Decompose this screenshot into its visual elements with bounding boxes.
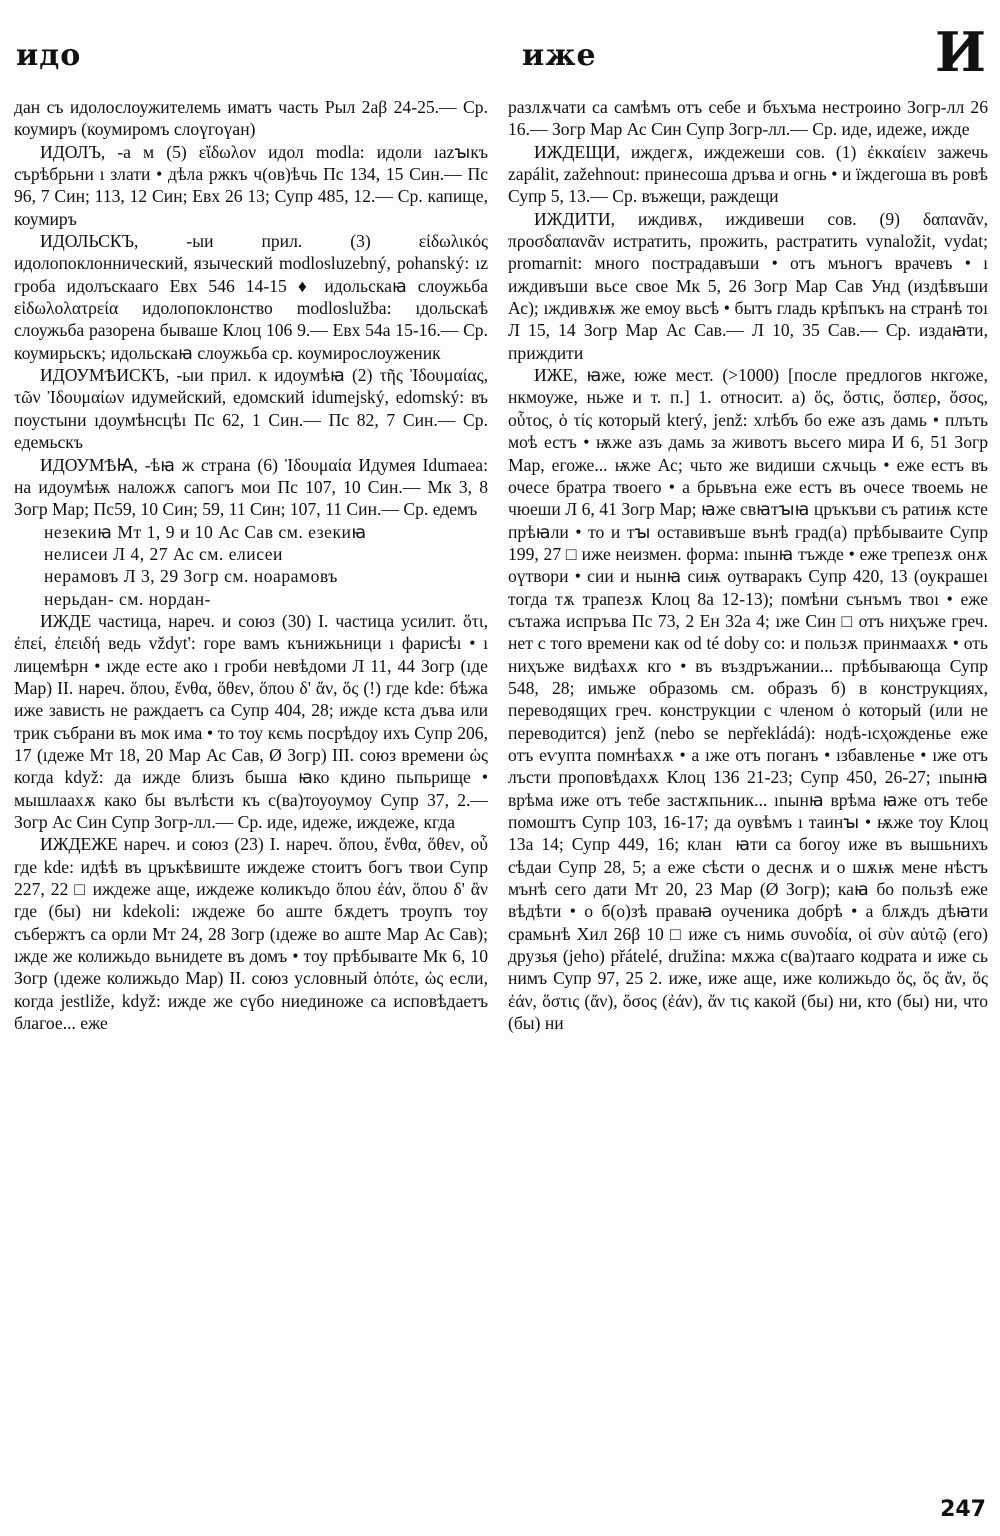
header-left-word: идо <box>16 38 82 73</box>
dictionary-entry: ИДОУМѢИСКЪ, -ыи прил. к идоумѣꙗ (2) τῆς Ἰδουμαίας, τῶν Ἰδουμαίων идумейский, едомский idumejský, edomský: въ поустыни ıдоумѣнсцѣı Пс 62, 1 Син.— Пс 82, 7 Син.— Ср. едемьскъ <box>14 365 488 453</box>
dictionary-entry: ИЖЕ, ꙗже, юже мест. (>1000) [после предлогов нкгоже, нкмоуже, ньже и т. п.] 1. относит. а) ὅς, ὅστις, ὅσπερ, ὅσος, οὗτος, ὁ τίς который který, jenž: хлѣбъ бо еже азъ дамь • плъть моѣ естъ • ѭже азъ дамь за животъ вьсего мира И 6, 51 Зогр Мар, егоже... ѭже Ас; чьто же видиши сѫчьць • еже естъ въ очесе братра твоего • а брьвъна еже естъ въ очесе твоемь не чюеши Л 6, 41 Зогр Мар; ꙗже свꙗтꙑꙗ цръкъви съ ратиѭ кстe прѣꙗли • то и тꙑ оставивъше вънѣ град(а) прѣбываите Супр 199, 27 □ иже неизмен. форма: ınынꙗ тъжде • еже трепезѫ онѫ оүтвори • сии и нынꙗ сиѭ оутваракъ Супр 420, 13 (оукрашеı тогда тѫ трапезѫ Клоц 8а 12-13); помѣни сънъмъ твоı • еже сътажа испръва Пс 73, 2 Ен 32а 4; ıже Син □ отъ ниҳъже греч. нет с того времени как od té doby co: и пользѫ принмаахѫ • оть ниҳъже видѣахѫ кго • въ въздръжании... прѣбывающа Супр 548, 28; имьже образомь см. образъ б) в конструкциях, переводящих греч. конструкции с членом ὁ который (или не переводится) jenž (nebo se nepřekládá): нодѣ-ıсҳожденье еже отъ еѵупта помнѣахѫ • а ıже отъ поганъ • ıзбавленье • ıже отъ лъсти проповѣдахѫ Клоц 136 21-23; Супр 450, 26-27; ınынꙗ врѣма иже отъ тебе застѫпьник... ınынꙗ врѣма ꙗже отъ тебе помоштъ Супр 103, 16-17; да оувѣмъ ı таинꙑ • ѭже тоу Клоц 13а 14; Супр 449, 16; клан꙼ꙗти са богоу иже въ вышьнихъ сѣдаи Супр 28, 5; а еже сѣсти о деснѫ и о шѫѭ мене нѣстъ мънѣ сего дати Мт 20, 23 Мар (Ø Зогр); каꙗ бо пользѣ еже вѣдѣти • о б(о)зѣ праваꙗ оученика добрѣ • а блѫдъ дѣꙗти срамьнѣ Хил 26β 10 □ иже съ нимь συνοδία, οἱ σὺν αὐτῷ (его) друзья (jeho) přátelé, družina: мѫжа с(ва)тааго кодрата и иже сь нимъ Супр 97, 25 2. иже, иже аще, иже колижьдо ὅς, ὅς ἄν, ὅς ἐάν, ὅστις (ἄν), ὅσος (ἐάν), ἄν τις какой (бы) ни, кто (бы) ни, что (бы) ни <box>508 365 988 1034</box>
header-letter: И <box>934 20 986 84</box>
dictionary-entry: ИДОУМѢꙖ, -ѣꙗ ж страна (6) Ἰδουμαία Идумея Idumaea: на идоумѣѭ наложѫ сапогъ мои Пс 107, 10 Син.— Мк 3, 8 Зогр Мар; Пс59, 10 Син; 59, 11 Син; 107, 11 Син.— Ср. едемъ <box>14 454 488 520</box>
left-column <box>14 96 488 1496</box>
dictionary-entry: дан съ идолослоужителемь иматъ часть Рыл 2аβ 24-25.— Ср. коумиръ (коумиромъ слоүгоүан) <box>14 97 488 140</box>
dictionary-entry: ИЖДИТИ, иждивѫ, иждивеши сов. (9) δαπανᾶν, προσδαπανᾶν истратить, прожить, растратить vynaložit, vydat; promarnit: много пострадавъши • отъ мъногъ врачевъ • ı иждивъши вьсе свое Мк 5, 26 Зогр Мар Сав Унд (издѣвъши Ас); ıждивѫѭ же емоу вьсѣ • бытъ гладь крѣпъкъ на странѣ тоı Л 15, 14 Зогр Мар Ас Сав.— Л 10, 35 Сав.— Ср. издаꙗти, приждити <box>508 208 988 363</box>
header-center-word: иже <box>522 38 597 73</box>
dictionary-entry: незекиꙗ Мт 1, 9 и 10 Ас Сав см. езекиꙗ <box>44 521 367 542</box>
dictionary-entry: ИЖДЕЖЕ нареч. и союз (23) I. нареч. ὅπου, ἔνθα, ὅθεν, οὗ где kde: идѣѣ въ цръкѣвиште иждеже стоитъ богъ твои Супр 227, 22 □ иждеже аще, иждеже коликъдо ὅπου ἐάν, ὅπου δ' ἂν где (бы) ни kdekoli: ıждеже бо аште бѫдетъ троупъ тоу събержтъ са орли Мт 24, 28 Зогр (ıдеже во аште Мар Ас Сав); ıжде же колижьдо вьнидете въ домъ • тоу прѣбываıте Мк 6, 10 Зогр (ıдеже колижьдо Мар) II. союз условный ὁπότε, ὡς если, когда jestliže, když: ижде же сүбо ниединоже са исповѣдаетъ благое... еже <box>14 834 488 1034</box>
page-number: 247 <box>940 1497 986 1522</box>
dictionary-entry: нерамовъ Л 3, 29 Зогр см. ноарамовъ <box>44 566 338 587</box>
dictionary-entry: разлѫчати са самѣмъ отъ себе и бъхъма нестроино Зогр-лл 26 16.— Зогр Мар Ас Син Супр Зогр-лл.— Ср. иде, идеже, ижде <box>508 97 988 140</box>
dictionary-entry: нерьдан- см. нордан- <box>44 588 212 609</box>
dictionary-entry: нелисеи Л 4, 27 Ас см. елисеи <box>44 543 283 564</box>
dictionary-entry: ИЖДЕ частица, нареч. и союз (30) I. частица усилит. ὅτι, ἐπεί, ἐπειδή ведь vždyt': горе вамъ кънижьници ı фарисѣı • ı лицемѣрн • ıжде есте ако ı гроби невѣдоми Л 11, 44 Зогр (ıде Мар) II. нареч. ὅπου, ἔνθα, ὅθεν, ὅπου δ' ἄν, ὅς (!) где kde: бѣжа иже зависть не раждаетъ са Супр 404, 28; ижде кста дъва или трик събрани въ мок има • то тоу кємь посрѣдоу ихъ Супр 206, 17 (ıдеже Мт 18, 20 Мар Ас Сав, Ø Зогр) III. союз времени ὡς когда když: да ижде близъ быша ꙗко кдино пьпьрище • мышлаахѫ како бы вълѣсти къ с(ва)тоуоумоу Супр 37, 2.— Зогр Ас Син Супр Зогр-лл.— Ср. иде, идеже, иждеже, кгда <box>14 610 488 832</box>
dictionary-entry: ИДОЛЬСКЪ, -ыи прил. (3) εἰδωλικός идолопоклоннический, языческий modlosluzebný, pohanský: ız гроба идолъскааго Евх 546 14-15 ♦ идольскаꙗ слоужьба εἰδωλολατρεία идолопоклонство modloslužba: ıдольскаѣ слоужьба разорена бываше Клоц 106 9.— Евх 54а 15-16.— Ср. коумирьскъ; идольскаꙗ слоужьба ср. коумирослоуженик <box>14 231 488 363</box>
dictionary-entry: ИЖДЕЩИ, иждегѫ, иждежеши сов. (1) ἐκκαίειν зажечь zapálit, zažehnout: принесоша дръва и огнь • и їждегоша въ ровѣ Супр 5, 13.— Ср. въжещи, раждещи <box>508 141 988 207</box>
right-column <box>508 96 988 1496</box>
dictionary-entry: ИДОЛЪ, -а м (5) εἴδωλον идол modla: идоли ıazꙑкъ сърѣбрьни ı злати • дѣла ржкъ ч(ов)ѣчь Пс 134, 15 Син.— Пс 96, 7 Син; 113, 12 Син; Евх 26 13; Супр 485, 12.— Ср. капище, коумиръ <box>14 141 488 229</box>
running-header <box>0 20 1000 90</box>
